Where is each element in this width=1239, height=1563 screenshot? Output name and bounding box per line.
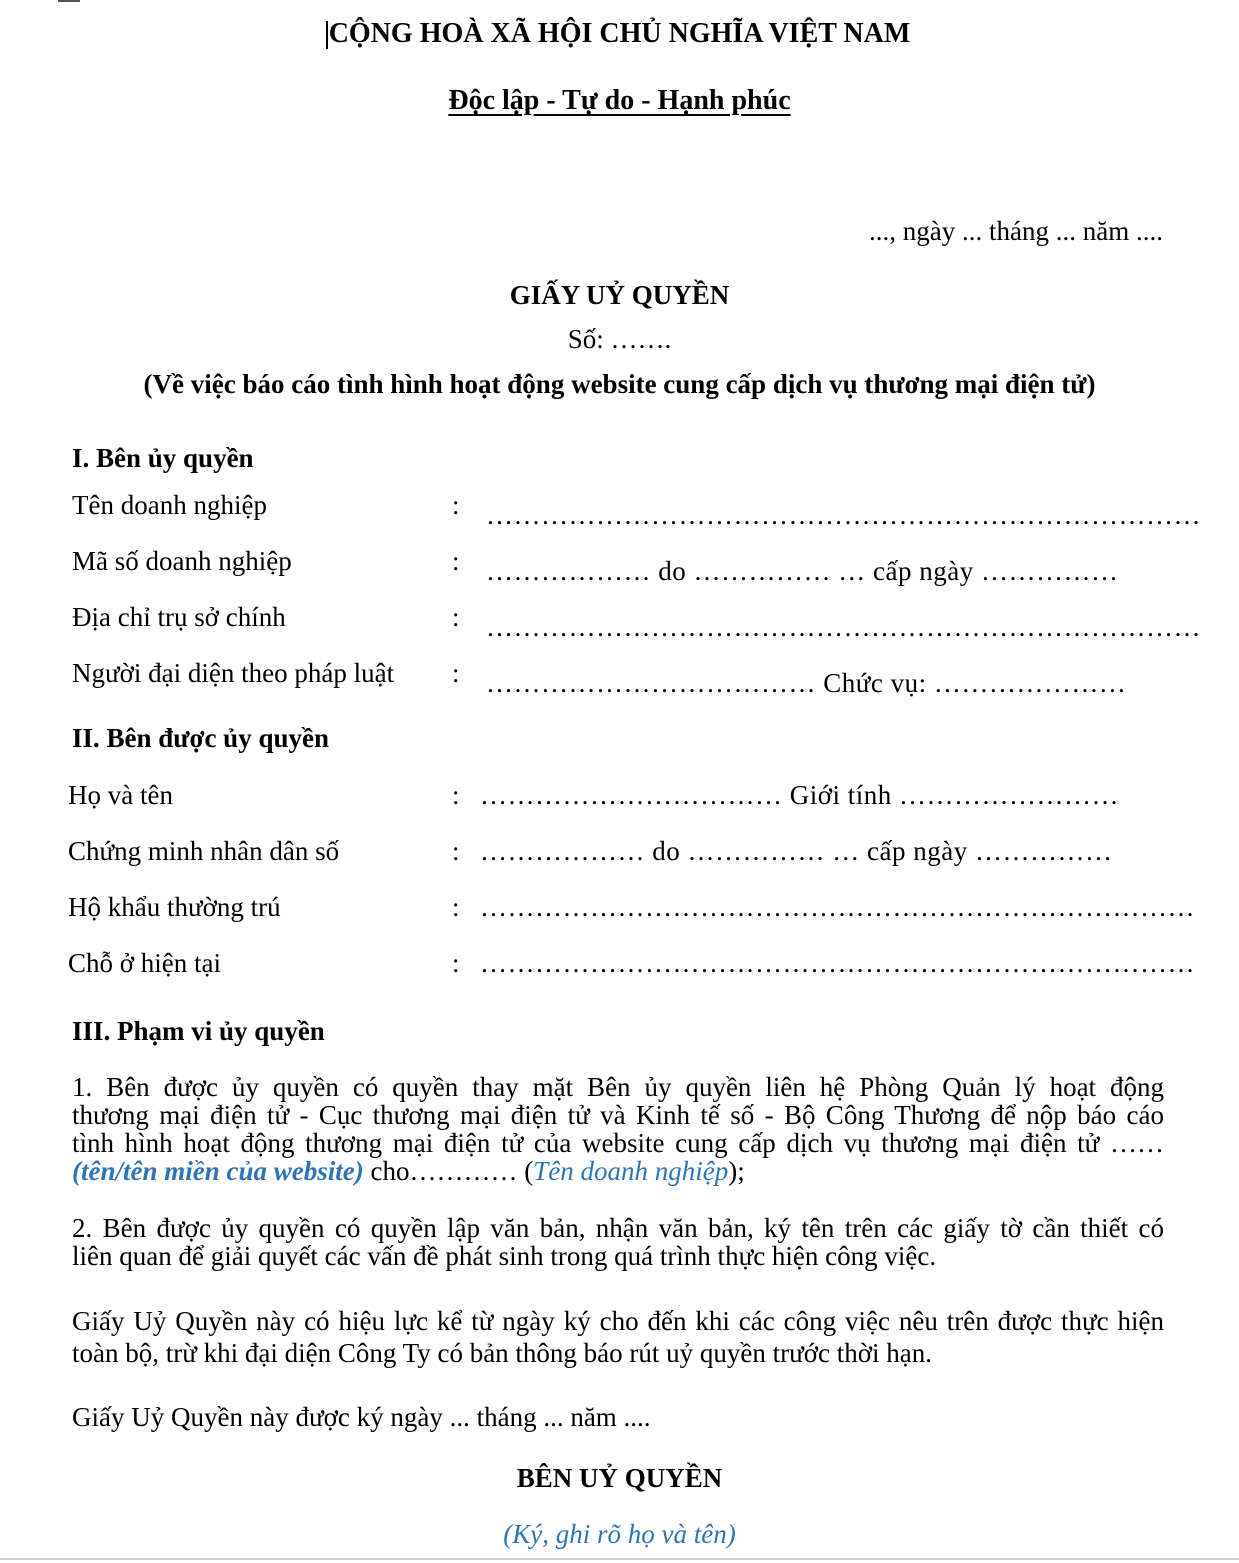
field-value[interactable]: …………………………………………………………………… <box>486 612 1201 642</box>
field-value[interactable]: …………………………………………………………………… <box>480 948 1195 978</box>
scope-item-1-line: 1. Bên được ủy quyền có quyền thay mặt Bên ủy quyền liên hệ Phòng Quản lý hoạt động <box>72 1072 1164 1102</box>
field-colon: : <box>452 780 460 810</box>
field-permanent-residence <box>0 892 1239 932</box>
scope-item-2-line: 2. Bên được ủy quyền có quyền lập văn bản, nhận văn bản, ký tên trên các giấy tờ cần thiết có <box>72 1213 1164 1243</box>
field-value[interactable]: …………………………………………………………………… <box>486 500 1201 530</box>
document-subject: (Về việc báo cáo tình hình hoạt động website cung cấp dịch vụ thương mại điện tử) <box>143 369 1096 399</box>
scope-item-1-line <box>72 1157 1164 1185</box>
field-label: Mã số doanh nghiệp <box>72 546 292 576</box>
field-label: Địa chỉ trụ sở chính <box>72 602 286 632</box>
field-label: Hộ khẩu thường trú <box>68 892 281 922</box>
section-3-heading: III. Phạm vi ủy quyền <box>72 1016 325 1046</box>
field-legal-representative <box>0 658 1239 698</box>
scope-item-1 <box>72 1073 1164 1185</box>
field-company-name <box>0 490 1239 530</box>
field-head-office <box>0 602 1239 642</box>
field-value[interactable]: …………………………… Giới tính …………………… <box>480 780 1120 810</box>
company-placeholder: Tên doanh nghiệp <box>533 1156 729 1186</box>
field-colon: : <box>452 602 460 632</box>
signature-note: (Ký, ghi rõ họ và tên) <box>503 1519 736 1549</box>
field-label: Chứng minh nhân dân số <box>68 836 340 866</box>
section-2-heading: II. Bên được ủy quyền <box>72 723 329 753</box>
website-placeholder: (tên/tên miền của website) <box>72 1156 364 1186</box>
field-full-name <box>0 780 1239 820</box>
field-value[interactable]: ……………… do …………… … cấp ngày …………… <box>480 836 1113 866</box>
page-bottom-border <box>0 1558 1239 1560</box>
validity-line: toàn bộ, trừ khi đại diện Công Ty có bản thông báo rút uỷ quyền trước thời hạn. <box>72 1338 933 1368</box>
field-current-address <box>0 948 1239 988</box>
field-colon: : <box>452 658 460 688</box>
signed-date-line: Giấy Uỷ Quyền này được ký ngày ... tháng ... năm .... <box>72 1402 651 1432</box>
date-line: ..., ngày ... tháng ... năm .... <box>869 216 1163 246</box>
validity-paragraph <box>72 1305 1164 1369</box>
field-colon: : <box>452 892 460 922</box>
scope-item-2-line: liên quan để giải quyết các vấn đề phát sinh trong quá trình thực hiện công việc. <box>72 1241 937 1271</box>
field-enterprise-code <box>0 546 1239 586</box>
scope-item-1-line: tình hình hoạt động thương mại điện tử của website cung cấp dịch vụ thương mại điện tử …… <box>72 1128 1164 1158</box>
field-colon: : <box>452 948 460 978</box>
motto-heading <box>0 87 1239 115</box>
end-text: ); <box>728 1156 745 1186</box>
field-label: Người đại diện theo pháp luật <box>72 658 395 688</box>
scope-item-1-line: thương mại điện tử - Cục thương mại điện tử và Kinh tế số - Bộ Công Thương để nộp báo cáo <box>72 1100 1164 1130</box>
field-label: Tên doanh nghiệp <box>72 490 267 520</box>
document-title: GIẤY UỶ QUYỀN <box>509 280 730 310</box>
document-number: Số: ……. <box>567 324 672 354</box>
field-colon: : <box>452 546 460 576</box>
cho-text: cho………… ( <box>363 1156 534 1186</box>
signature-title: BÊN UỶ QUYỀN <box>516 1463 723 1493</box>
country-heading: CỘNG HOÀ XÃ HỘI CHỦ NGHĨA VIỆT NAM <box>328 18 911 49</box>
field-label: Họ và tên <box>68 780 173 810</box>
field-label: Chỗ ở hiện tại <box>68 948 222 978</box>
page-edge-mark <box>58 0 80 2</box>
section-1-heading: I. Bên ủy quyền <box>72 443 254 473</box>
field-value[interactable]: …………………………………………………………………… <box>480 892 1195 922</box>
field-value[interactable]: ……………… do …………… … cấp ngày …………… <box>486 556 1119 586</box>
field-colon: : <box>452 836 460 866</box>
motto-text: Độc lập - Tự do - Hạnh phúc <box>448 85 791 116</box>
field-id-number <box>0 836 1239 876</box>
field-colon: : <box>452 490 460 520</box>
field-value[interactable]: ……………………………… Chức vụ: ………………… <box>486 668 1127 698</box>
scope-item-2 <box>72 1214 1164 1270</box>
validity-line: Giấy Uỷ Quyền này có hiệu lực kể từ ngày ký cho đến khi các công việc nêu trên được thực hiện <box>72 1306 1164 1336</box>
